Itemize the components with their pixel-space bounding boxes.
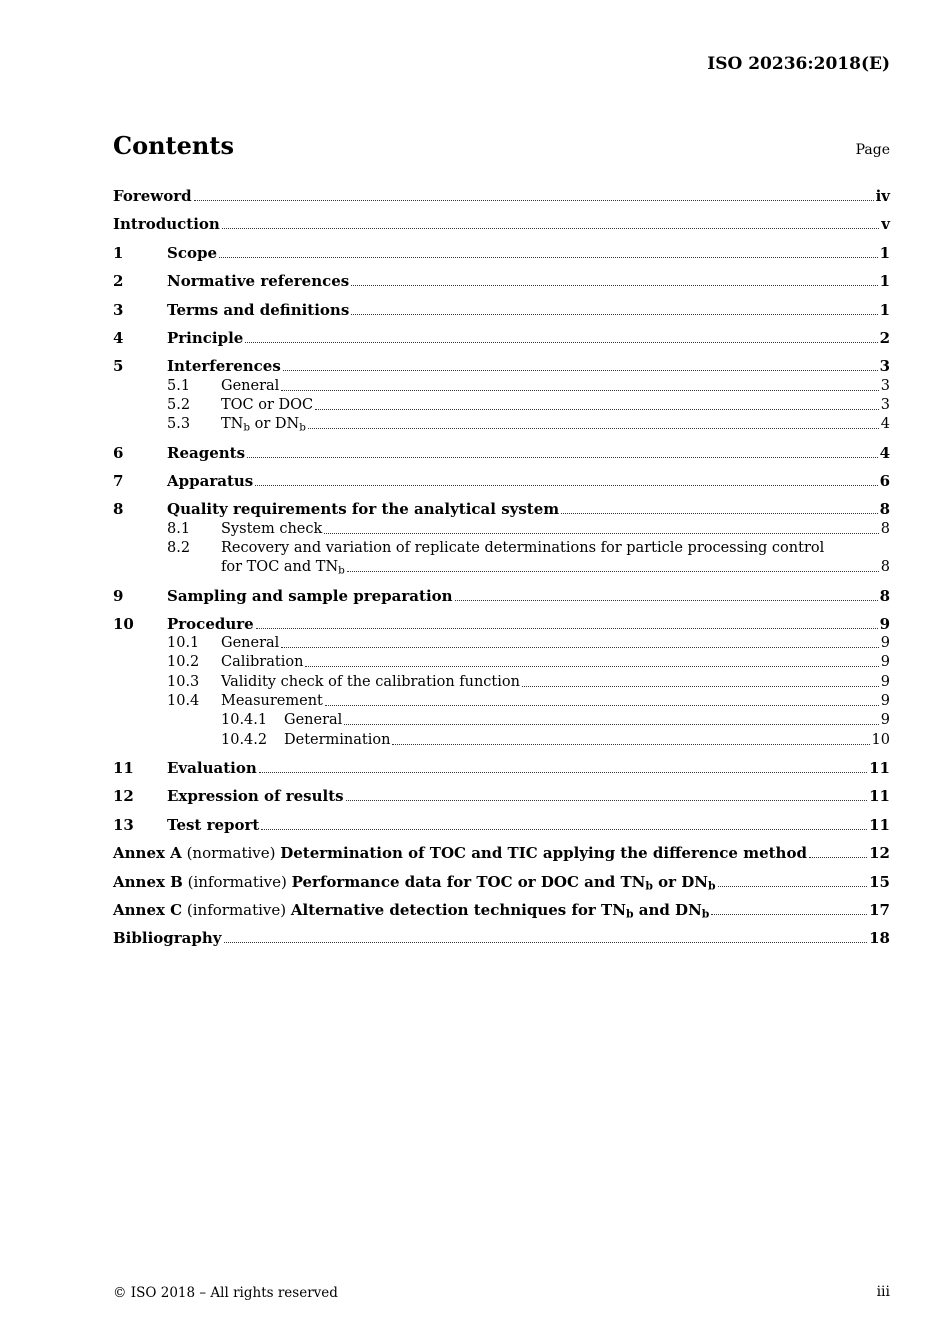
toc-title <box>221 414 306 434</box>
toc-number: 11 <box>113 759 134 777</box>
toc-entry-bibliography[interactable] <box>113 928 890 948</box>
dot-leader <box>718 885 868 887</box>
toc-entry-interferences[interactable] <box>113 356 890 376</box>
toc-page: 8 <box>880 521 890 537</box>
toc-title: TOC or DOC <box>221 397 314 413</box>
toc-number: 2 <box>113 272 124 290</box>
toc-title: Calibration <box>221 654 304 670</box>
toc-page: 12 <box>869 844 890 862</box>
copyright-notice: © ISO 2018 – All rights reserved <box>113 1285 338 1301</box>
subscript: b <box>707 879 716 893</box>
toc-page: 17 <box>869 901 890 919</box>
toc-page: 10 <box>871 732 890 748</box>
subscript: b <box>701 907 710 921</box>
toc-title: Sampling and sample preparation <box>167 587 453 605</box>
toc-page: 18 <box>869 929 890 947</box>
toc-page: 8 <box>879 500 890 518</box>
toc-entry-introduction[interactable] <box>113 214 890 234</box>
toc-number: 3 <box>113 301 124 319</box>
subscript: b <box>299 421 306 434</box>
toc-title: Interferences <box>167 357 281 375</box>
toc-title-part: or DN <box>250 416 300 432</box>
toc-title: Reagents <box>167 444 246 462</box>
toc-page: 1 <box>879 272 890 290</box>
toc-page: 9 <box>880 712 890 728</box>
dot-leader <box>522 685 879 687</box>
toc-entry-8-2-line2[interactable] <box>221 557 890 577</box>
dot-leader <box>256 627 878 629</box>
toc-page: 9 <box>880 674 890 690</box>
toc-page: 8 <box>879 587 890 605</box>
toc-number: 5.1 <box>167 378 191 394</box>
dot-leader <box>281 389 878 391</box>
toc-number: 5 <box>113 357 124 375</box>
toc-entry-expression-of-results[interactable] <box>113 786 890 806</box>
toc-entry-evaluation[interactable] <box>113 758 890 778</box>
toc-title: Introduction <box>113 215 220 233</box>
annex-title: Performance data for TOC or DOC and TN <box>291 873 646 891</box>
dot-leader <box>245 341 877 343</box>
toc-entry-10-1[interactable] <box>167 633 890 653</box>
toc-page: iv <box>875 187 890 205</box>
toc-entry-terms-and-definitions[interactable] <box>113 300 890 320</box>
toc-number: 6 <box>113 444 124 462</box>
dot-leader <box>455 599 878 601</box>
dot-leader <box>392 743 869 745</box>
toc-title: System check <box>221 521 323 537</box>
toc-entry-quality-requirements[interactable] <box>113 499 890 519</box>
toc-number: 8 <box>113 500 124 518</box>
annex-label: Annex B <box>113 873 183 891</box>
toc-entry-principle[interactable] <box>113 328 890 348</box>
toc-page: 4 <box>879 444 890 462</box>
toc-entry-8-1[interactable] <box>167 519 890 539</box>
toc-page: 9 <box>880 693 890 709</box>
toc-page: 1 <box>879 301 890 319</box>
toc-page: 11 <box>869 787 890 805</box>
page-number: iii <box>876 1284 890 1300</box>
toc-title: Apparatus <box>167 472 254 490</box>
toc-entry-annex-a[interactable] <box>113 843 890 863</box>
dot-leader <box>351 313 877 315</box>
toc-title <box>113 900 709 920</box>
toc-title: Scope <box>167 244 218 262</box>
toc-title: Foreword <box>113 187 192 205</box>
toc-number: 5.3 <box>167 416 191 432</box>
page-title: Contents <box>113 131 234 160</box>
toc-entry-5-1[interactable] <box>167 376 890 396</box>
toc-number: 4 <box>113 329 124 347</box>
annex-title: and DN <box>633 901 702 919</box>
dot-leader <box>305 665 878 667</box>
toc-entry-apparatus[interactable] <box>113 471 890 491</box>
toc-page: 1 <box>879 244 890 262</box>
dot-leader <box>351 284 877 286</box>
dot-leader <box>561 512 877 514</box>
document-id: ISO 20236:2018(E) <box>707 54 890 74</box>
annex-label: Annex A <box>113 844 182 862</box>
toc-title: Quality requirements for the analytical system <box>167 500 560 518</box>
subscript: b <box>625 907 634 921</box>
toc-title: Determination <box>284 732 391 748</box>
subscript: b <box>243 421 251 434</box>
toc-title <box>113 843 807 863</box>
toc-title: General <box>221 635 280 651</box>
annex-label: Annex C <box>113 901 183 919</box>
annex-kind: (informative) <box>182 873 292 891</box>
toc-entry-10-4-2[interactable] <box>221 730 890 750</box>
toc-title: Terms and definitions <box>167 301 350 319</box>
toc-entry-sampling[interactable] <box>113 586 890 606</box>
toc-entry-5-3[interactable] <box>167 414 890 434</box>
toc-entry-10-2[interactable] <box>167 652 890 672</box>
toc-page: 11 <box>869 816 890 834</box>
toc-page: 3 <box>880 378 890 394</box>
toc-number: 10.4.1 <box>221 712 268 728</box>
toc-number: 13 <box>113 816 134 834</box>
toc-page: 3 <box>879 357 890 375</box>
toc-number: 10.4 <box>167 693 200 709</box>
dot-leader <box>283 369 878 371</box>
dot-leader <box>347 570 879 572</box>
dot-leader <box>324 532 878 534</box>
dot-leader <box>325 704 879 706</box>
toc-title: Validity check of the calibration function <box>221 674 520 690</box>
toc-title: Evaluation <box>167 759 257 777</box>
page-column-label: Page <box>855 142 890 158</box>
toc-entry-annex-c[interactable] <box>113 900 890 920</box>
toc-entry-annex-b[interactable] <box>113 872 890 892</box>
toc-page: 2 <box>879 329 890 347</box>
toc-entry-5-2[interactable] <box>167 395 890 415</box>
toc-title: General <box>284 712 343 728</box>
toc-number: 10.1 <box>167 635 200 651</box>
toc-entry-foreword[interactable] <box>113 186 890 206</box>
toc-page: 8 <box>880 559 890 575</box>
toc-title: Test report <box>167 816 260 834</box>
toc-title <box>113 872 716 892</box>
dot-leader <box>261 828 867 830</box>
dot-leader <box>308 427 879 429</box>
toc-page: 11 <box>869 759 890 777</box>
annex-kind: (normative) <box>181 844 281 862</box>
toc-title <box>221 557 345 577</box>
toc-page: 3 <box>880 397 890 413</box>
dot-leader <box>259 771 867 773</box>
toc-number: 10.3 <box>167 674 200 690</box>
dot-leader <box>255 484 877 486</box>
toc-entry-scope[interactable] <box>113 243 890 263</box>
toc-title: Principle <box>167 329 244 347</box>
toc-title: Measurement <box>221 693 323 709</box>
toc-entry-10-3[interactable] <box>167 672 890 692</box>
dot-leader <box>344 723 878 725</box>
subscript: b <box>645 879 653 893</box>
toc-title: Normative references <box>167 272 350 290</box>
dot-leader <box>219 256 878 258</box>
toc-number: 8.1 <box>167 521 191 537</box>
toc-entry-test-report[interactable] <box>113 815 890 835</box>
toc-page: 9 <box>880 635 890 651</box>
toc-number: 1 <box>113 244 124 262</box>
toc-number: 7 <box>113 472 124 490</box>
toc-title: Procedure <box>167 615 254 633</box>
toc-entry-10-4-1[interactable] <box>221 710 890 730</box>
annex-title: Determination of TOC and TIC applying the difference method <box>280 844 807 862</box>
dot-leader <box>247 456 878 458</box>
annex-kind: (informative) <box>182 901 291 919</box>
toc-title-part: TN <box>221 416 244 432</box>
toc-page: 4 <box>880 416 890 432</box>
dot-leader <box>281 646 878 648</box>
toc-number: 10.2 <box>167 654 200 670</box>
dot-leader <box>711 913 867 915</box>
annex-title: or DN <box>652 873 708 891</box>
toc-entry-procedure[interactable] <box>113 614 890 634</box>
toc-title-part: for TOC and TN <box>221 559 339 575</box>
toc-number: 8.2 <box>167 540 191 556</box>
toc-entry-8-2-line1[interactable] <box>167 538 890 558</box>
dot-leader <box>222 227 879 229</box>
dot-leader <box>315 408 879 410</box>
toc-title: Expression of results <box>167 787 344 805</box>
toc-page: 9 <box>880 654 890 670</box>
toc-number: 9 <box>113 587 124 605</box>
dot-leader <box>194 199 874 201</box>
toc-entry-normative-references[interactable] <box>113 271 890 291</box>
annex-title: Alternative detection techniques for TN <box>290 901 626 919</box>
toc-number: 10.4.2 <box>221 732 268 748</box>
toc-page: v <box>881 215 890 233</box>
toc-entry-reagents[interactable] <box>113 443 890 463</box>
toc-page: 15 <box>869 873 890 891</box>
dot-leader <box>346 799 868 801</box>
toc-entry-10-4[interactable] <box>167 691 890 711</box>
toc-number: 12 <box>113 787 134 805</box>
toc-title: Bibliography <box>113 929 222 947</box>
toc-page: 9 <box>879 615 890 633</box>
toc-number: 5.2 <box>167 397 191 413</box>
subscript: b <box>338 564 345 577</box>
toc-title: Recovery and variation of replicate determinations for particle processing control <box>221 540 825 556</box>
dot-leader <box>224 941 868 943</box>
toc-title: General <box>221 378 280 394</box>
toc-number: 10 <box>113 615 134 633</box>
dot-leader <box>809 856 867 858</box>
toc-page: 6 <box>879 472 890 490</box>
